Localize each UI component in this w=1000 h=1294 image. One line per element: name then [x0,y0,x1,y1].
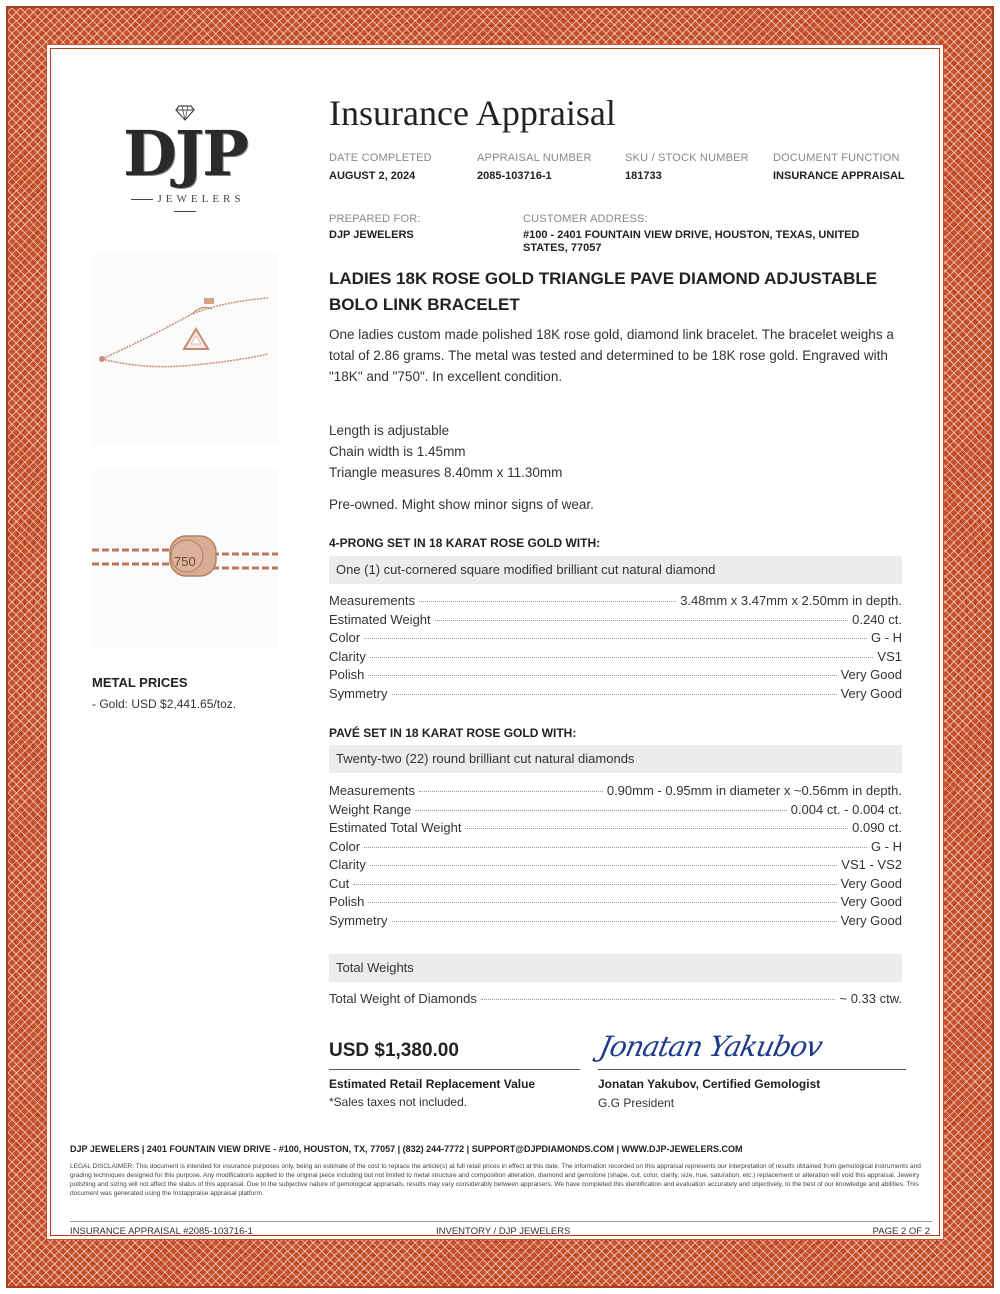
product-photo-clasp [92,470,278,648]
spec-row [329,991,902,1010]
item-condition: Pre-owned. Might show minor signs of wear. [329,497,594,512]
spec-value: ~ 0.33 ctw. [839,991,902,1006]
spec-row [329,839,902,858]
center-stone-heading: 4-PRONG SET IN 18 KARAT ROSE GOLD WITH: [329,536,601,550]
spec-value: VS1 [877,648,902,664]
spec-key: Clarity [329,857,366,872]
spec-value: Very Good [840,685,902,701]
spec-key: Polish [329,894,365,909]
spec-key: Measurements [329,783,415,798]
field-date [329,152,432,182]
footer-inventory: INVENTORY / DJP JEWELERS [436,1226,571,1237]
spec-row [329,802,902,821]
field-value: 2085-103716-1 [477,170,552,182]
customer-address [523,213,898,255]
spec-key: Color [329,838,361,854]
spec-key: Measurements [329,593,415,608]
spec-row [329,686,902,705]
divider [329,1069,580,1070]
spec-key: Cut [329,875,350,891]
spec-value: Very Good [840,894,902,909]
footer-page-number: PAGE 2 OF 2 [872,1226,930,1237]
spec-key: Clarity [329,648,366,664]
detail-line: Triangle measures 8.40mm x 11.30mm [329,465,563,480]
spec-row [329,593,902,612]
prepared-for-value: DJP JEWELERS [329,229,414,241]
metal-price-gold: - Gold: USD $2,441.65/toz. [92,697,237,711]
item-title: LADIES 18K ROSE GOLD TRIANGLE PAVE DIAMOND ADJUSTABLE BOLO LINK BRACELET [329,269,878,314]
spec-key: Polish [329,667,365,682]
pave-specs [329,783,902,931]
page-title: Insurance Appraisal [329,93,616,133]
spec-value: VS1 - VS2 [841,857,902,872]
item-details [329,420,562,483]
spec-row [329,667,902,686]
prepared-for [329,213,421,241]
spec-value: Very Good [840,875,902,891]
center-stone-summary: One (1) cut-cornered square modified brilliant cut natural diamond [329,556,902,584]
detail-line: Chain width is 1.45mm [329,444,466,459]
field-appraisal-number [477,152,592,182]
field-value: AUGUST 2, 2024 [329,170,416,182]
field-label: DATE COMPLETED [329,152,432,164]
address-label: CUSTOMER ADDRESS: [523,213,648,225]
detail-line: Length is adjustable [329,423,450,438]
field-label: APPRAISAL NUMBER [477,152,592,164]
pave-heading: PAVÉ SET IN 18 KARAT ROSE GOLD WITH: [329,726,577,740]
signer-name: Jonatan Yakubov, Certified Gemologist [598,1077,821,1091]
spec-row [329,612,902,631]
spec-value: 0.004 ct. - 0.004 ct. [790,801,902,817]
spec-value: Very Good [840,667,902,682]
clasp-engraving: 750 [174,554,196,569]
total-weights-heading: Total Weights [329,954,902,982]
field-value: 181733 [625,170,662,182]
spec-key: Total Weight of Diamonds [329,991,477,1006]
spec-key: Weight Range [329,801,412,817]
spec-value: 0.90mm - 0.95mm in diameter x ~0.56mm in depth. [606,783,902,798]
spec-row [329,630,902,649]
value-label: Estimated Retail Replacement Value [329,1077,536,1091]
spec-row [329,876,902,895]
field-document-function [773,152,905,182]
signer-role: G.G President [598,1096,675,1110]
product-photo-bracelet [92,254,278,444]
spec-value: G - H [870,630,902,645]
spec-value: 3.48mm x 3.47mm x 2.50mm in depth. [680,593,902,608]
signature-script: Jonatan Yakubov [596,1030,825,1063]
divider [598,1069,906,1070]
spec-key: Symmetry [329,685,388,701]
spec-row [329,913,902,932]
spec-key: Estimated Total Weight [329,820,462,835]
spec-row [329,894,902,913]
field-label: SKU / STOCK NUMBER [625,152,749,164]
appraised-value: USD $1,380.00 [329,1040,459,1061]
prepared-for-label: PREPARED FOR: [329,213,421,225]
spec-value: 0.090 ct. [852,820,902,835]
field-sku [625,152,749,182]
spec-value: 0.240 ct. [852,611,902,627]
spec-row [329,857,902,876]
item-description: One ladies custom made polished 18K rose gold, diamond link bracelet. The bracelet weighs a total of 2.86 grams. The metal was tested and determined to be 18K rose gold. Engraved with "18K" and "750". In excellent condition. [329,327,894,384]
spec-value: Very Good [840,912,902,928]
logo-subtitle: JEWELERS [110,193,260,217]
divider [70,1221,932,1222]
spec-row [329,783,902,802]
total-weights [329,991,902,1010]
field-value: INSURANCE APPRAISAL [773,170,905,182]
metal-prices-title: METAL PRICES [92,675,188,690]
spec-row [329,649,902,668]
spec-value: G - H [870,838,902,854]
footer-appraisal-id: INSURANCE APPRAISAL #2085-103716-1 [70,1226,253,1237]
address-value: #100 - 2401 FOUNTAIN VIEW DRIVE, HOUSTON, TEXAS, UNITED STATES, 77057 [523,229,860,254]
center-stone-specs [329,593,902,704]
spec-key: Symmetry [329,912,388,928]
spec-key: Estimated Weight [329,611,431,627]
tax-note: *Sales taxes not included. [329,1095,468,1109]
pave-summary: Twenty-two (22) round brilliant cut natural diamonds [329,745,902,773]
spec-key: Color [329,630,361,645]
footer-contact: DJP JEWELERS | 2401 FOUNTAIN VIEW DRIVE - #100, HOUSTON, TX, 77057 | (832) 244-7772 | SUPPORT@DJPDIAMONDS.COM | WWW.DJP-JEWELERS.COM [70,1144,743,1154]
legal-disclaimer: LEGAL DISCLAIMER: This document is intended for insurance purposes only, being an estimate of the cost to replace the article(s) at full retail prices in effect at this date. The information recorded on this appraisal represents our interpretation of results obtained from gemological instruments and grading techniques designed for this purpose. Any modifications applied to the original piece including but not limited to metal structure and composition alteration, diamond and gemstone (shape, cut, color, clarity, size, hue, saturation, etc.) replacement or alteration will void this appraisal. Jewelry polishing and sizing will not affect the status of this appraisal. Due to the subjective nature of gemological appraisals, results may vary considerably between appraisers. We have completed this identification and evaluation accurately and objectively, to the best of our knowledge and abilities. This document was generated using the Instappraise appraisal platform. [70,1163,921,1197]
logo-letters: DJP [123,117,247,190]
djp-logo [110,105,260,210]
spec-row [329,820,902,839]
field-label: DOCUMENT FUNCTION [773,152,900,164]
